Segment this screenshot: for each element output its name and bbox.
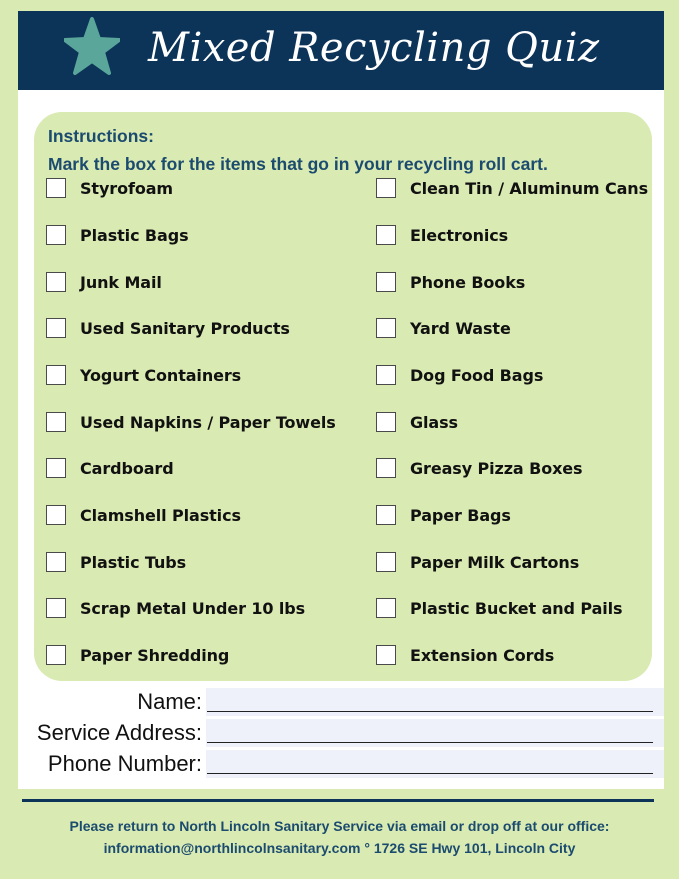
checklist-item[interactable] <box>46 645 336 669</box>
item-label: Cardboard <box>80 459 174 478</box>
checkbox[interactable] <box>376 272 396 292</box>
checklist-item[interactable] <box>376 552 666 576</box>
instructions-heading: Instructions: <box>48 126 154 146</box>
checkbox[interactable] <box>46 225 66 245</box>
item-label: Clean Tin / Aluminum Cans <box>410 179 649 198</box>
checklist-item[interactable] <box>46 458 336 482</box>
item-label: Plastic Bags <box>80 226 189 245</box>
instructions-text: Mark the box for the items that go in your recycling roll cart. <box>48 154 548 174</box>
checklist-item[interactable] <box>46 272 336 296</box>
checkbox[interactable] <box>376 505 396 525</box>
item-label: Phone Books <box>410 273 526 292</box>
starfish-icon <box>64 17 120 79</box>
phone-row <box>18 750 664 778</box>
address-underline <box>207 742 653 743</box>
name-label: Name: <box>137 689 202 714</box>
checkbox[interactable] <box>46 178 66 198</box>
checklist-item[interactable] <box>46 225 336 249</box>
checklist-item[interactable] <box>376 598 666 622</box>
checkbox[interactable] <box>376 458 396 478</box>
footer <box>0 815 679 859</box>
item-label: Plastic Bucket and Pails <box>410 599 623 618</box>
item-label: Paper Shredding <box>80 646 230 665</box>
checkbox[interactable] <box>46 552 66 572</box>
address-label: Service Address: <box>36 720 202 745</box>
checkbox[interactable] <box>376 552 396 572</box>
checkbox[interactable] <box>46 412 66 432</box>
checklist-item[interactable] <box>46 598 336 622</box>
item-label: Used Napkins / Paper Towels <box>80 413 336 432</box>
checklist-item[interactable] <box>46 318 336 342</box>
checklist-item[interactable] <box>376 458 666 482</box>
checklist-item[interactable] <box>46 412 336 436</box>
item-label: Yogurt Containers <box>80 366 242 385</box>
checkbox[interactable] <box>376 365 396 385</box>
phone-label: Phone Number: <box>47 751 202 776</box>
quiz-sheet <box>18 11 664 789</box>
name-underline <box>207 711 653 712</box>
instructions <box>48 122 548 178</box>
item-label: Extension Cords <box>410 646 555 665</box>
checklist-item[interactable] <box>376 365 666 389</box>
checklist-item[interactable] <box>376 318 666 342</box>
checkbox[interactable] <box>46 505 66 525</box>
checkbox[interactable] <box>46 598 66 618</box>
checkbox[interactable] <box>376 318 396 338</box>
footer-divider <box>22 799 654 802</box>
item-label: Paper Milk Cartons <box>410 553 580 572</box>
item-label: Styrofoam <box>80 179 174 198</box>
checkbox[interactable] <box>46 458 66 478</box>
item-label: Junk Mail <box>80 273 162 292</box>
page-title: Mixed Recycling Quiz <box>148 25 600 71</box>
checklist-item[interactable] <box>46 178 336 202</box>
checklist-item[interactable] <box>376 505 666 529</box>
checkbox[interactable] <box>376 178 396 198</box>
checklist-item[interactable] <box>46 365 336 389</box>
item-label: Dog Food Bags <box>410 366 544 385</box>
item-label: Greasy Pizza Boxes <box>410 459 583 478</box>
checkbox[interactable] <box>46 365 66 385</box>
checkbox[interactable] <box>46 272 66 292</box>
item-label: Yard Waste <box>410 319 511 338</box>
checklist-item[interactable] <box>46 505 336 529</box>
item-label: Electronics <box>410 226 509 245</box>
address-row <box>18 719 664 747</box>
item-label: Plastic Tubs <box>80 553 187 572</box>
checklist-item[interactable] <box>376 272 666 296</box>
item-label: Used Sanitary Products <box>80 319 290 338</box>
item-label: Glass <box>410 413 458 432</box>
checkbox[interactable] <box>376 225 396 245</box>
footer-contact-text: information@northlincolnsanitary.com ° 1726 SE Hwy 101, Lincoln City <box>103 840 576 856</box>
checklist-item[interactable] <box>376 178 666 202</box>
checklist-item[interactable] <box>376 645 666 669</box>
title-banner <box>18 11 664 90</box>
checkbox[interactable] <box>376 412 396 432</box>
checkbox[interactable] <box>376 645 396 665</box>
footer-return-text: Please return to North Lincoln Sanitary Service via email or drop off at our office: <box>69 818 610 834</box>
phone-underline <box>207 773 653 774</box>
name-row <box>18 688 664 716</box>
checklist-item[interactable] <box>46 552 336 576</box>
checkbox[interactable] <box>46 318 66 338</box>
item-label: Clamshell Plastics <box>80 506 241 525</box>
quiz-panel <box>34 112 652 681</box>
item-label: Paper Bags <box>410 506 511 525</box>
checkbox[interactable] <box>46 645 66 665</box>
checklist-item[interactable] <box>376 225 666 249</box>
item-label: Scrap Metal Under 10 lbs <box>80 599 306 618</box>
checkbox[interactable] <box>376 598 396 618</box>
checklist-item[interactable] <box>376 412 666 436</box>
